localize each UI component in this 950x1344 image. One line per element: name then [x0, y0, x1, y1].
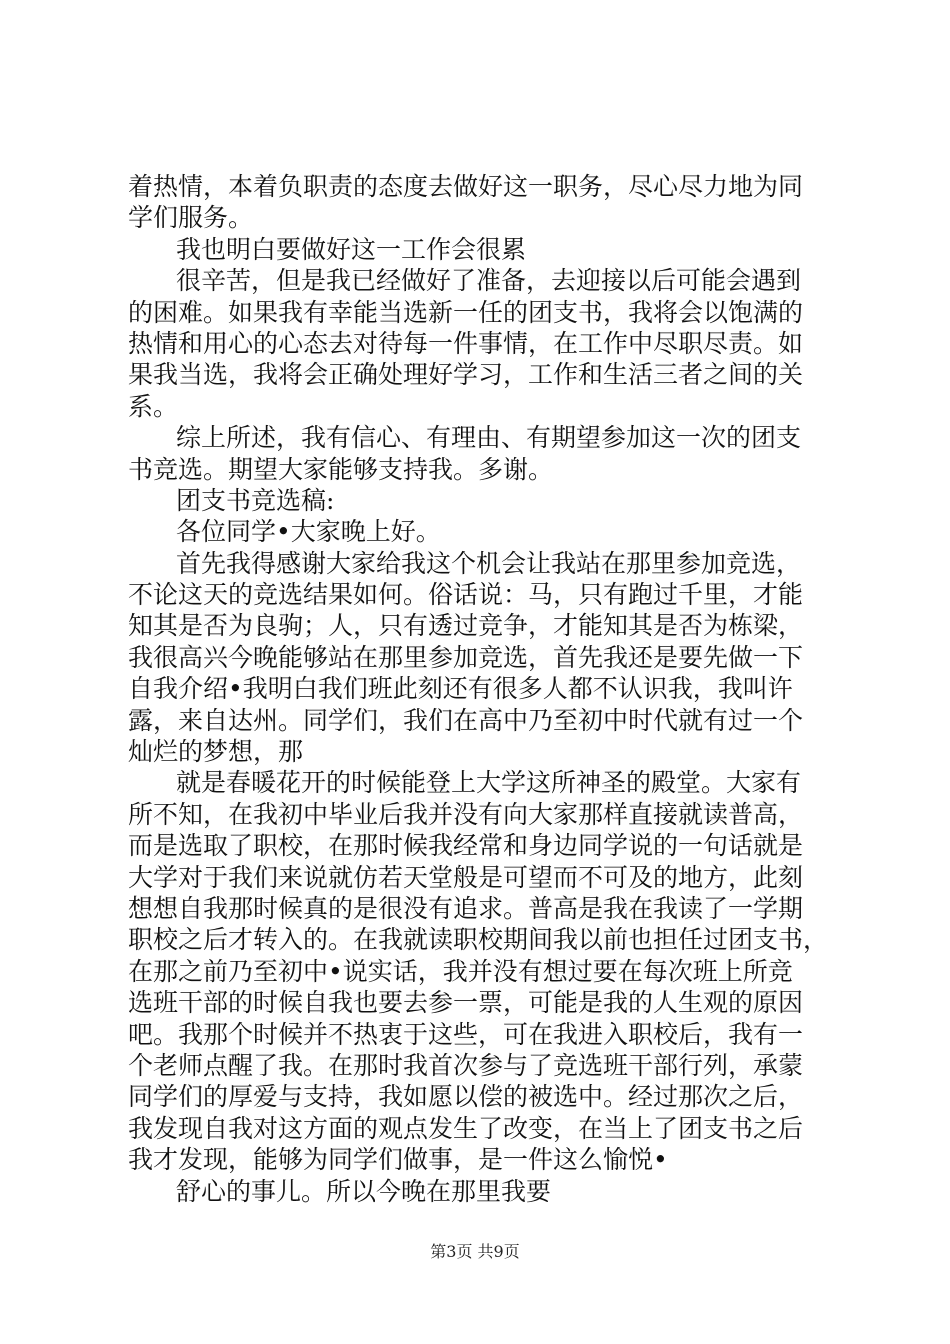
text-line: 舒心的事儿。所以今晚在那里我要 [176, 1176, 552, 1206]
text-line: 书竞选。期望大家能够支持我。多谢。 [128, 454, 554, 484]
text-line: 团支书竞选稿: [176, 485, 335, 515]
text-line: 而是选取了职校，在那时候我经常和身边同学说的一句话就是 [128, 831, 804, 861]
text-line: 露，来自达州。同学们，我们在高中乃至初中时代就有过一个 [128, 705, 804, 735]
text-line: 综上所述，我有信心、有理由、有期望参加这一次的团支 [176, 423, 802, 453]
text-line: 系。 [128, 391, 179, 421]
text-line: 就是春暖花开的时候能登上大学这所神圣的殿堂。大家有 [176, 768, 802, 798]
text-line: 首先我得感谢大家给我这个机会让我站在那里参加竞选， [176, 548, 802, 578]
text-line: 个老师点醒了我。在那时我首次参与了竞选班干部行列，承蒙 [128, 1050, 804, 1080]
text-line: 着热情，本着负职责的态度去做好这一职务，尽心尽力地为同 [128, 172, 804, 201]
text-line: 大学对于我们来说就仿若天堂般是可望而不可及的地方，此刻 [128, 862, 804, 892]
text-line: 灿烂的梦想，那 [128, 737, 304, 767]
text-line: 我才发现，能够为同学们做事，是一件这么愉悦• [128, 1145, 668, 1175]
text-line: 我发现自我对这方面的观点发生了改变，在当上了团支书之后 [128, 1113, 804, 1143]
text-line: 不论这天的竞选结果如何。俗话说：马，只有跑过千里，才能 [128, 580, 804, 610]
page-footer: 第3页 共9页 [430, 1242, 520, 1261]
text-line: 的困难。如果我有幸能当选新一任的团支书，我将会以饱满的 [128, 297, 804, 327]
text-line: 同学们的厚爱与支持，我如愿以偿的被选中。经过那次之后， [128, 1082, 804, 1112]
text-line: 我很高兴今晚能够站在那里参加竞选，首先我还是要先做一下 [128, 642, 804, 672]
text-line: 在那之前乃至初中•说实话，我并没有想过要在每次班上所竞 [128, 956, 793, 986]
text-line: 热情和用心的心态去对待每一件事情，在工作中尽职尽责。如 [128, 328, 804, 358]
text-line: 所不知，在我初中毕业后我并没有向大家那样直接就读普高， [128, 799, 804, 829]
text-line: 想想自我那时候真的是很没有追求。普高是我在我读了一学期 [128, 893, 804, 923]
text-line: 很辛苦，但是我已经做好了准备，去迎接以后可能会遇到 [176, 266, 802, 296]
text-line: 吧。我那个时候并不热衷于这些，可在我进入职校后，我有一 [128, 1019, 804, 1049]
text-line: 果我当选，我将会正确处理好学习，工作和生活三者之间的关 [128, 360, 804, 390]
text-line: 学们服务。 [128, 203, 254, 233]
text-line: 职校之后才转入的。在我就读职校期间我以前也担任过团支书， [128, 925, 829, 955]
text-line: 各位同学•大家晚上好。 [176, 517, 441, 547]
text-line: 知其是否为良驹；人，只有透过竞争，才能知其是否为栋梁， [128, 611, 804, 641]
text-line: 选班干部的时候自我也要去参一票，可能是我的人生观的原因 [128, 988, 804, 1018]
document-body [128, 171, 828, 1207]
text-line: 我也明白要做好这一工作会很累 [176, 234, 527, 264]
text-line: 自我介绍•我明白我们班此刻还有很多人都不认识我，我叫许 [128, 674, 793, 704]
